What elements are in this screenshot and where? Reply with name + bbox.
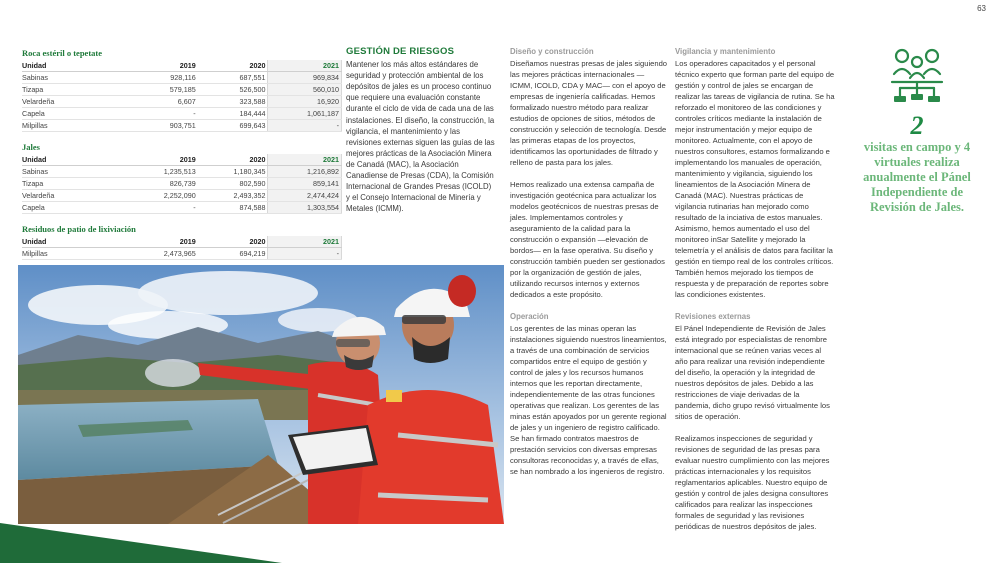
table-cell: Milpillas	[22, 248, 127, 260]
table-cell: 323,588	[198, 96, 268, 108]
table-header-row	[22, 236, 342, 248]
table-cell: Milpillas	[22, 120, 127, 132]
data-table-block	[22, 142, 342, 214]
callout-number: 2	[910, 111, 924, 140]
table-cell: -	[268, 248, 342, 260]
table-row	[22, 202, 342, 214]
table-cell: 560,010	[268, 84, 342, 96]
table-cell: 526,500	[198, 84, 268, 96]
table-title: Residuos de patio de lixiviación	[22, 224, 136, 234]
table-cell: 16,920	[268, 96, 342, 108]
table-header-cell: 2020	[198, 154, 268, 166]
engineers-photo	[18, 265, 504, 524]
table-cell: 184,444	[198, 108, 268, 120]
table-header-cell: 2019	[127, 154, 197, 166]
table-cell: 2,474,424	[268, 190, 342, 202]
table-cell: 859,141	[268, 178, 342, 190]
decorative-green-triangle	[0, 523, 282, 563]
table-row	[22, 120, 342, 132]
table-header-row	[22, 60, 342, 72]
table-cell: 1,180,345	[198, 166, 268, 178]
table-cell: 874,588	[198, 202, 268, 214]
table-header-row	[22, 154, 342, 166]
table-row	[22, 190, 342, 202]
table-row	[22, 84, 342, 96]
risk-management-heading: GESTIÓN DE RIESGOS	[346, 46, 455, 57]
surveillance-reviews-column	[675, 46, 835, 532]
design-operation-column	[510, 46, 668, 477]
table-title: Jales	[22, 142, 40, 152]
design-paragraph-2: Hemos realizado una extensa campaña de investigación geotécnica para actualizar los modelos geotécnicos de nuestras presas de jales. Implementamos controles y aseguramiento de la calidad para la construcción o expansión —elevación de bordos— en la fase operativa. Su diseño y construcción también pueden ser gestionados por la organización de gestión de jales, utilizando recursos internos y externos dedicados a este propósito.	[510, 180, 665, 299]
table-title: Roca estéril o tepetate	[22, 48, 103, 58]
table-header-cell: Unidad	[22, 154, 127, 166]
table-cell: Tizapa	[22, 178, 127, 190]
table-row	[22, 72, 342, 84]
table-cell: -	[127, 108, 197, 120]
table-cell: -	[268, 120, 342, 132]
table-row	[22, 166, 342, 178]
review-panel-callout	[852, 44, 982, 215]
table-cell: 903,751	[127, 120, 197, 132]
data-table-block	[22, 48, 342, 132]
data-tables	[22, 48, 342, 270]
table-cell: 1,061,187	[268, 108, 342, 120]
table-header-cell: Unidad	[22, 236, 127, 248]
table-cell: Sabinas	[22, 166, 127, 178]
table-cell: 2,252,090	[127, 190, 197, 202]
table-cell: Velardeña	[22, 190, 127, 202]
table-header-cell: 2019	[127, 236, 197, 248]
table-cell: 1,303,554	[268, 202, 342, 214]
table-row	[22, 248, 342, 260]
external-reviews-paragraph-2: Realizamos inspecciones de seguridad y revisiones de seguridad de las presas para evaluar nuestro cumplimiento con las mejores prácticas internacionales y los requisitos reglamentarios aplicables. Nuestro equipo de gestión y control de jales designa consultores calificados para realizar las inspecciones formales de seguridad y las revisiones periódicas de nuestros depósitos de jales.	[675, 434, 830, 531]
table-cell: -	[127, 202, 197, 214]
surveillance-heading: Vigilancia y mantenimiento	[675, 47, 776, 56]
risk-management-column	[346, 46, 496, 214]
external-reviews-paragraph-1: El Pánel Independiente de Revisión de Jales está integrado por especialistas de renombre internacional que se reúnen varias veces al año para realizar una revisión independiente del diseño, la operación y la integridad de nuestros depósitos de jales. Debido a las restricciones de viaje derivadas de la pandemia, dicho grupo revisó virtualmente los sitios de operación.	[675, 324, 830, 421]
table-cell: 579,185	[127, 84, 197, 96]
table-cell: 1,235,513	[127, 166, 197, 178]
table-cell: 928,116	[127, 72, 197, 84]
table-row	[22, 96, 342, 108]
engineers-photo-illustration	[18, 265, 504, 524]
table-cell: 687,551	[198, 72, 268, 84]
external-reviews-heading: Revisiones externas	[675, 312, 751, 321]
table-row	[22, 108, 342, 120]
table-header-cell: 2019	[127, 60, 197, 72]
table-header-cell: Unidad	[22, 60, 127, 72]
data-table	[22, 154, 342, 214]
page-number: 63	[977, 4, 986, 13]
table-cell: 826,739	[127, 178, 197, 190]
table-cell: Velardeña	[22, 96, 127, 108]
design-paragraph-1: Diseñamos nuestras presas de jales siguiendo las mejores prácticas internacionales — ICMM, ICOLD, CDA y MAC— con el apoyo de empresas de ingeniería calificadas. Hemos formalizado nuestro método para realizar estudios de opciones de sitios, métodos de construcción y selección de tecnología. Desde las primeras etapas de los proyectos, identificamos las oportunidades de filtrado y relleno de pasta para los jales.	[510, 59, 668, 167]
table-cell: 969,834	[268, 72, 342, 84]
design-heading: Diseño y construcción	[510, 47, 594, 56]
surveillance-paragraph: Los operadores capacitados y el personal técnico experto que forman parte del equipo de gestión y control de jales se encargan de realizar las tareas de vigilancia de rutina. Se ha reforzado el monitoreo de las condiciones y controles críticos mediante la instalación de mejor instrumentación y mejor equipo de monitoreo. Actualmente, con el apoyo de nuestros consultores, estamos formalizando e implementando los manuales de operación, mantenimiento y vigilancia, siguiendo los lineamientos de la Asociación Minera de Canadá (MAC). Nuestras prácticas de vigilancia rutinarias han mejorado como resultado de la inciativa de estos manuales. Asimismo, hemos aumentado el uso del monitoreo inSar Satellite y mejorado la telemetría y el análisis de datos para facilitar la gestión en tiempo real de los controles críticos. También hemos mejorado los tiempos de respuesta y de preparación de reportes sobre las condiciones existentes.	[675, 59, 835, 299]
table-row	[22, 178, 342, 190]
data-table	[22, 60, 342, 132]
people-network-icon	[888, 44, 946, 106]
table-header-cell: 2020	[198, 236, 268, 248]
table-cell: 2,493,352	[198, 190, 268, 202]
table-cell: Tizapa	[22, 84, 127, 96]
risk-management-paragraph: Mantener los más altos estándares de seguridad y protección ambiental de los depósitos de jales es un proceso continuo que requiere una evaluación constante durante el ciclo de vida de cada una de las instalaciones. El diseño, la construcción, la vigilancia, el mantenimiento y las revisiones externas siguen las guías de las mejores prácticas de la Asociación Minera de Canadá (MAC), la Asociación Canadiense de Presas (CDA), la Comisión Internacional de Grandes Presas (ICOLD) y el Consejo Internacional de Minería y Metales (ICMM).	[346, 60, 495, 214]
table-header-cell: 2020	[198, 60, 268, 72]
operation-heading: Operación	[510, 312, 549, 321]
data-table-block	[22, 224, 342, 260]
data-table	[22, 236, 342, 260]
table-cell: 694,219	[198, 248, 268, 260]
callout-text: visitas en campo y 4 virtuales realiza anualmente el Pánel Independiente de Revisión de Jales.	[863, 140, 971, 214]
table-cell: Capela	[22, 202, 127, 214]
table-header-cell: 2021	[268, 236, 342, 248]
table-cell: 2,473,965	[127, 248, 197, 260]
operation-paragraph: Los gerentes de las minas operan las instalaciones siguiendo nuestros lineamientos, a través de una combinación de servicios compartidos entre el equipo de gestión y control de jales y los recursos humanos internos que les reportan directamente, independientemente de las otras funciones operativas que realizan. Los gerentes de las minas están apoyados por un gerente regional de jales y un ingeniero de registro calificado. Se han firmado contratos maestros de prestación servicios con diversas empresas consultoras reconocidas y, a través de ellas, se han nombrado a los ingenieros de registro.	[510, 324, 667, 476]
table-cell: 6,607	[127, 96, 197, 108]
table-header-cell: 2021	[268, 154, 342, 166]
table-cell: Sabinas	[22, 72, 127, 84]
table-cell: 802,590	[198, 178, 268, 190]
table-cell: Capela	[22, 108, 127, 120]
table-header-cell: 2021	[268, 60, 342, 72]
table-cell: 1,216,892	[268, 166, 342, 178]
table-cell: 699,643	[198, 120, 268, 132]
